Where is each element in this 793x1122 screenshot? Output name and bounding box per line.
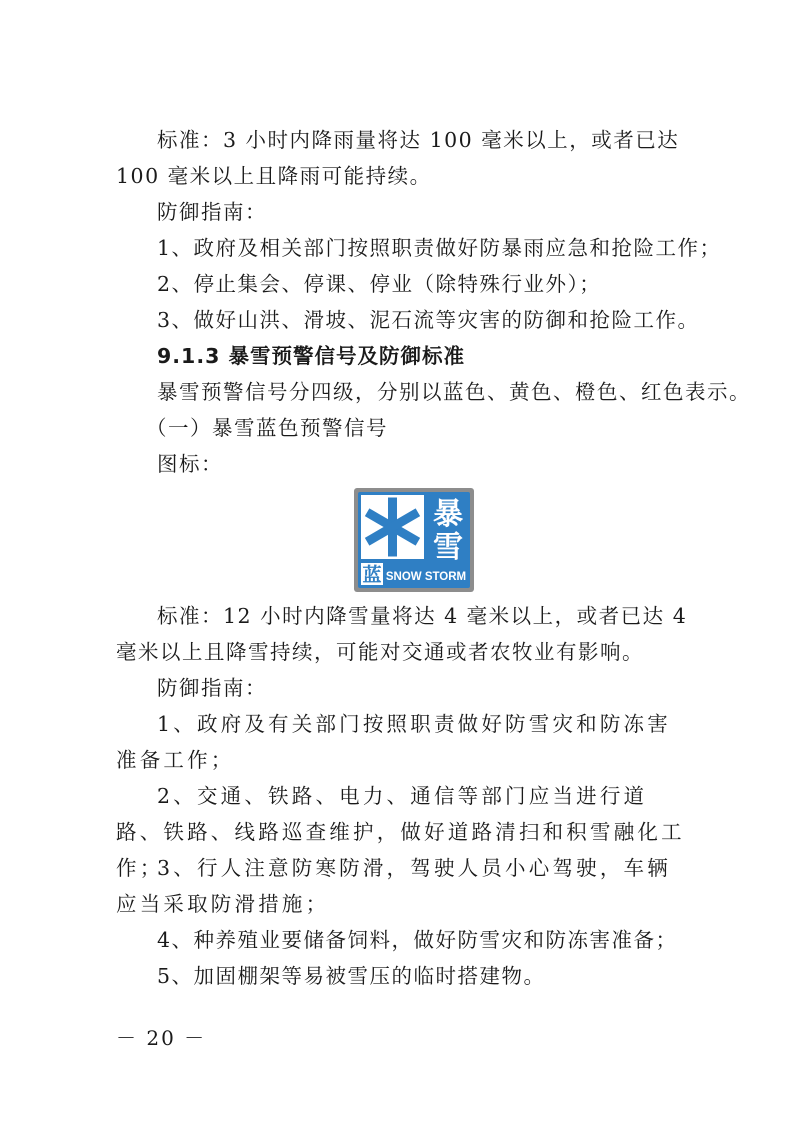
rain-guide-item-1: 1、政府及相关部门按照职责做好防暴雨应急和抢险工作； xyxy=(157,236,722,260)
rain-guide-item-3: 3、做好山洪、滑坡、泥石流等灾害的防御和抢险工作。 xyxy=(157,308,700,332)
snow-standard-text: 标准：12 小时内降雪量将达 4 毫米以上，或者已达 4 毫米以上且降雪持续，可能对交通或者农牧业有影响。 xyxy=(116,604,688,664)
page-number: － 20 － xyxy=(116,1026,207,1050)
snow-guide-item-2: 2、交通、铁路、电力、通信等部门应当进行道路、铁路、线路巡查维护，做好道路清扫和积雪融化工作； xyxy=(116,784,685,880)
section-heading: 9.1.3 暴雪预警信号及防御标准 xyxy=(157,344,466,368)
snow-guide-item-4: 4、种养殖业要储备饲料，做好防雪灾和防冻害准备； xyxy=(157,928,678,952)
guide-heading-snow: 防御指南： xyxy=(157,676,267,700)
icon-caption: SNOW STORM xyxy=(385,571,467,583)
guide-heading-rain: 防御指南： xyxy=(157,200,267,224)
snow-guide-item-5: 5、加固棚架等易被雪压的临时搭建物。 xyxy=(157,964,546,988)
icon-char-bottom: 雪 xyxy=(433,530,463,565)
rain-standard-text: 标准：3 小时内降雨量将达 100 毫米以上，或者已达 100 毫米以上且降雨可能持续。 xyxy=(116,128,680,188)
snow-guide-item-3: 3、行人注意防寒防滑，驾驶人员小心驾驶，车辆应当采取防滑措施； xyxy=(116,856,671,916)
snow-guide-item-1: 1、政府及有关部门按照职责做好防雪灾和防冻害准备工作； xyxy=(116,712,671,772)
rain-guide-item-2: 2、停止集会、停课、停业（除特殊行业外）； xyxy=(157,272,602,296)
blue-signal-title: （一）暴雪蓝色预警信号 xyxy=(146,416,388,440)
snowstorm-blue-warning-icon xyxy=(354,488,474,592)
level-char: 蓝 xyxy=(362,564,382,586)
snow-levels-text: 暴雪预警信号分四级，分别以蓝色、黄色、橙色、红色表示。 xyxy=(157,380,751,404)
icon-label: 图标： xyxy=(157,452,223,476)
icon-char-top: 暴 xyxy=(433,497,463,532)
